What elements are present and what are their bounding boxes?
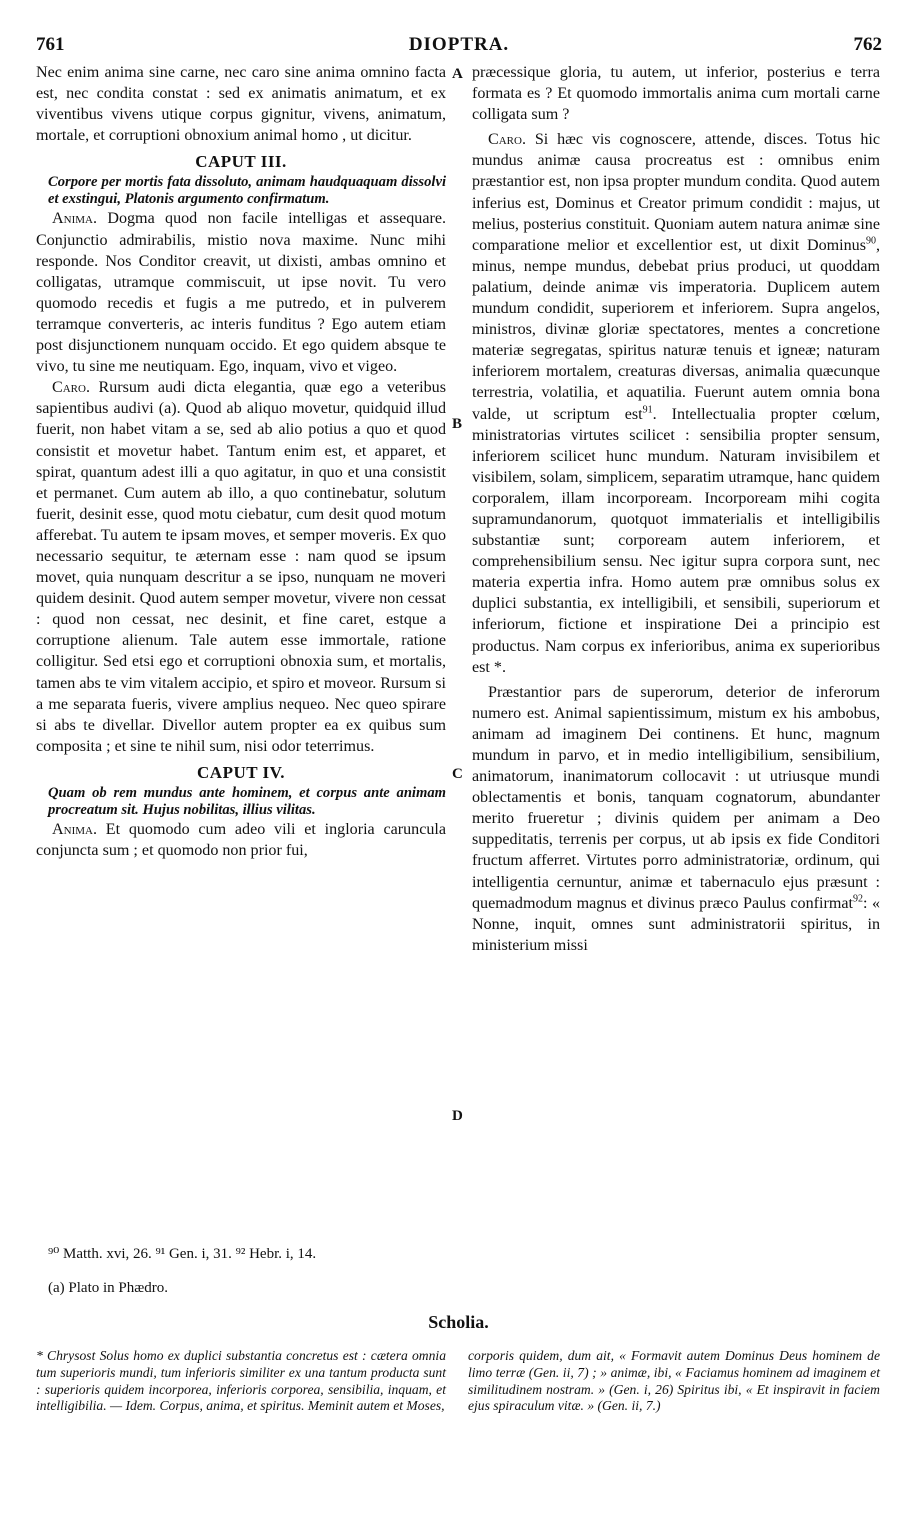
right-paragraph-caro	[472, 129, 880, 677]
footnote-marker: 91	[642, 404, 653, 416]
dialogue-text: Rursum audi dicta elegantia, quæ ego a veteribus sapientibus audivi (a). Quod ab aliquo movetur, quidquid illud fuerit, non habet vitam a se, sed ab alio potius a quo et quod consistit et movetur habet. Tantum enim est, et apparet, et spirat, quantum adest illi a quo agitatur, in quo et una consistit et permanet. Cum autem ab illo, a quo continebatur, solutum fuerit, desinit esse, quod motu ciebatur, cum desit quod motum afferebat. Tu autem te ipsam moves, et semper moveris. Ex quo necessario sequitur, te æternam esse : nam quod se ipsum movet, quia nunquam descritur a se ipso, nunquam ne moveri quidem desinit. Quod autem semper movetur, vivere non cessat : quod non cessat, nec desinit, et fine caret, estque a corruptione alienum. Tale autem esse immortale, ratione colligitur. Sed etsi ego et corruptioni obnoxia sum, et mortalis, tamen abs te vim vitalem accipio, et spiro et moveor. Rursum si a me separata fueris, vivere amplius nequeo. Nec queo spirare si abs te divellar. Divellor autem propter ea ex quibus sum composita ; et sine te nihil sum, nisi odor teterrimus.	[36, 379, 446, 755]
dialogue-text: Et quomodo cum adeo vili et ingloria caruncula conjuncta sum ; et quomodo non prior fui,	[36, 821, 447, 860]
left-paragraph-anima	[36, 208, 446, 377]
speaker-label: Anima.	[52, 210, 97, 228]
margin-letter-b: B	[452, 416, 463, 432]
left-paragraph-caro	[36, 377, 446, 757]
running-head	[36, 34, 882, 58]
speaker-label: Caro.	[488, 131, 526, 149]
caput-3-heading: CAPUT III.	[195, 152, 287, 172]
footnote-marker: 90	[865, 235, 876, 247]
right-paragraph-3	[472, 682, 880, 956]
margin-letter-c: C	[452, 766, 463, 782]
margin-letter-d: D	[452, 1108, 463, 1124]
margin-letter-a: A	[452, 66, 463, 82]
caput-4-summary: Quam ob rem mundus ante hominem, et corpus ante animam procreatum sit. Hujus nobilitas, illius vilitas.	[48, 785, 446, 818]
scholia-left-column: * Chrysost Solus homo ex duplici substantia concretus est : cætera omnia tum superioris mundi, tum inferioris similiter ex una tantum producta sunt : superioris quidem incorporea, inferioris corporea, sensibilia, inquam, et intelligibilia. — Idem. Corpus, anima, et spiritus. Meminit autem et Moses,	[36, 1348, 446, 1414]
caput-4-heading: CAPUT IV.	[197, 762, 285, 782]
dialogue-text: . Intellectualia propter cœlum, ministratorias virtutes scilicet : sensibilia propter sensum, inferiorem scilicet hunc mundum. Naturam invisibilem et visibilem, solam, simplicem, separatim utramque, hanc quidem corporalem, illam incorpoream. Incorpoream mihi cogita supramundanorum, quotquot immaterialis et intelligibilis substantiæ sunt; corpoream autem inferiorem, et comprehensibilium sensu. Nec igitur supra corpora sunt, nec materia expertia infra. Homo autem præ omnibus solus ex duplici substantia, ex intelligibili, et sensibili, superiorum et inferiorum, fictione et inspiratione Dei a principio est productus. Nam corpus ex inferioribus, anima ex superioribus est *.	[472, 405, 880, 676]
right-paragraph-1: præcessique gloria, tu autem, ut inferior, posterius e terra formata es ? Et quomodo immortalis anima cum mortali carne colligata sum ?	[472, 64, 880, 124]
caput-3-summary: Corpore per mortis fata dissoluto, animam haudquaquam dissolvi et exstingui, Platonis argumento confirmatum.	[48, 174, 446, 208]
dialogue-text: Si hæc vis cognoscere, attende, disces. Totus hic mundus animæ causa procreatus est : omnibus enim præstantior est, non ipsa propter mundum condita. Quod autem inferius est, Dominus et Creator primum condidit : majus, ut melius, posterius constituit. Quoniam autem natura animæ sine comparatione melior et excellentior est, ut dixit Dominus	[472, 131, 880, 254]
body-text: Præstantior pars de superorum, deterior de inferorum numero est. Animal sapientissimum, mistum ex his ambobus, animam ad imaginem Dei continens. Et hunc, magnum mundum in parvo, et in medio intelligibilium, sensibilium, animatorum, inanimatorum collocavit : ut utriusque mundi oblectamentis et bonis, tanquam cognatorum, abundanter merito frueretur ; divinis quidem per animam a Deo suppeditatis, terrenis per corpus, ut ab ipsis ex fide Conditori fructum afferret. Virtutes porro administratoriæ, ordinum, qui intelligentia cernuntur, animæ et tabernaculo ejus præsunt : quemadmodum magnus et divinus præco Paulus confirmat	[472, 683, 880, 912]
footnotes	[48, 1243, 448, 1299]
page-number-left: 761	[36, 34, 65, 55]
running-title: DIOPTRA.	[408, 34, 510, 55]
scholia-heading: Scholia.	[428, 1312, 489, 1332]
source-note: (a) Plato in Phædro.	[48, 1280, 168, 1296]
right-column	[472, 62, 880, 956]
speaker-label: Anima.	[52, 821, 97, 838]
footnote-marker: 92	[852, 893, 863, 905]
dialogue-text: , minus, nempe mundus, debebat prius produci, ut quoddam palatium, deinde animæ vis imperatoria. Duplicem autem mundum condidit, superiorem et inferiorem. Supra angelos, ministros, divinæ gloriæ spectatores, mentes a concretione materiæ segregatas, spiritus naturæ tenuis et igneæ; naturam inferiorem mortalem, creaturas diversas, animalia quæcunque terrestria, volatilia, et aquatilia. Fuerunt autem omnia bona valde, ut scriptum est	[472, 236, 880, 423]
body-text: : « Nonne, inquit, omnes sunt administratorii spiritus, in ministerium missi	[472, 894, 880, 954]
scholia-right-column: corporis quidem, dum ait, « Formavit autem Dominus Deus hominem de limo terræ (Gen. ii, 7) ; » animæ, ibi, « Faciamus hominem ad imaginem et similitudinem nostram. » (Gen. i, 26) Spiritus ibi, « Et inspiravit in faciem ejus spiraculum vitæ. » (Gen. ii, 7.)	[468, 1348, 880, 1414]
left-paragraph-1: Nec enim anima sine carne, nec caro sine anima omnino facta est, nec condita constat : sed ex animatis animatum, et ex viventibus vivens utique corpus gignitur, vivens, animatum, mortale, et corruptioni obnoxium animal homo , ut dicitur.	[36, 64, 446, 145]
left-column	[36, 62, 446, 861]
speaker-label: Caro.	[52, 379, 90, 397]
left-paragraph-anima-2	[36, 819, 446, 861]
page-number-right: 762	[853, 34, 882, 55]
dialogue-text: Dogma quod non facile intelligas et assequare. Conjunctio admirabilis, mistio nova maxime. Nunc mihi responde. Nos Conditor creavit, ut dixisti, ambas omnino et colligatas, utramque commiscuit, ut ipse novit. Tu vero quomodo recedis et fugis a me putredo, et in pulverem terramque converteris, ac interis funditus ? Ego autem etiam post disjunctionem nunquam occido. Et ego quidem absque te vivo, tu sine me neutiquam. Ego, inquam, vivo et vigeo.	[36, 210, 446, 376]
scripture-references: ⁹⁰ Matth. xvi, 26. ⁹¹ Gen. i, 31. ⁹² Hebr. i, 14.	[48, 1246, 317, 1262]
